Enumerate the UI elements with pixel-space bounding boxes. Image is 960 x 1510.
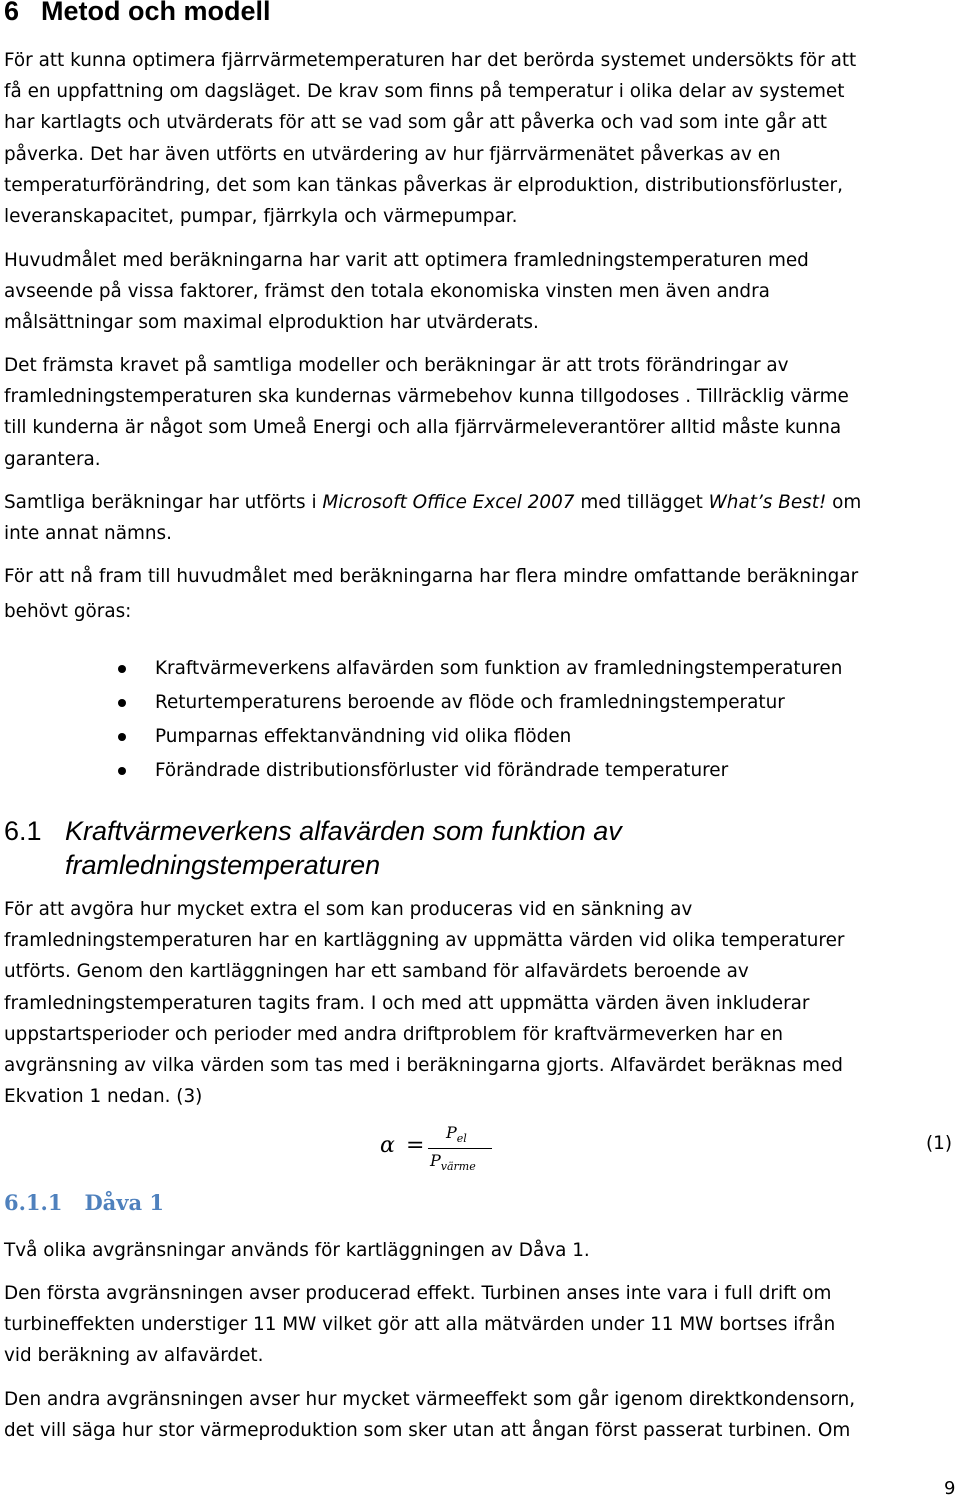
numerator-subscript: el <box>456 1132 467 1146</box>
numerator-base: P <box>446 1123 457 1142</box>
text-line: För att nå fram till huvudmålet med beräkningarna har flera mindre omfattande beräkningar <box>4 566 859 587</box>
addon-name: What’s Best! <box>708 492 827 513</box>
text-line: Ekvation 1 nedan. (3) <box>4 1086 203 1108</box>
demand-paragraph <box>4 350 960 475</box>
text-line: avseende på vissa faktorer, främst den totala ekonomiska vinsten men även andra <box>4 281 770 303</box>
equation-denominator <box>430 1151 476 1173</box>
text-line: temperaturförändring, det som kan tänkas påverkas är elproduktion, distributionsförluster, <box>4 174 843 196</box>
equation-numerator <box>446 1123 467 1145</box>
list-item <box>118 686 842 720</box>
equation-lhs: α <box>380 1133 395 1158</box>
text-line: leveranskapacitet, pumpar, fjärrkyla och värmepumpar. <box>4 206 518 228</box>
text-line: Den andra avgränsningen avser hur mycket värmeeffekt som går igenom direktkondensorn, <box>4 1389 856 1410</box>
denominator-base: P <box>430 1151 441 1170</box>
list-item <box>118 754 842 788</box>
chapter-title: Metod och modell <box>41 0 271 26</box>
text-line <box>4 487 960 518</box>
bullet-icon <box>118 767 126 775</box>
text-line: till kunderna är något som Umeå Energi och alla fjärrvärmeleverantörer alltid måste kunna <box>4 417 842 439</box>
dava-intro-paragraph <box>4 1235 960 1266</box>
equation-equals: = <box>406 1133 425 1158</box>
text-line: turbineffekten understiger 11 MW vilket gör att alla mätvärden under 11 MW bortses ifrån <box>4 1314 836 1336</box>
list-item-text: Returtemperaturens beroende av flöde och framledningstemperatur <box>155 692 785 713</box>
tools-text: om <box>826 492 862 513</box>
section-title-line: Kraftvärmeverkens alfavärden som funktion av <box>65 816 622 846</box>
text-line: För att kunna optimera fjärrvärmetemperaturen har det berörda systemet undersökts för att <box>4 50 857 71</box>
equation <box>380 1121 500 1173</box>
text-line: uppstartsperioder och perioder med andra driftproblem för kraftvärmeverken har en <box>4 1023 784 1045</box>
text-line: utförts. Genom den kartläggningen har ett samband för alfavärdets beroende av <box>4 961 749 983</box>
list-item-text: Pumparnas effektanvändning vid olika flöden <box>155 726 572 747</box>
text-line: Två olika avgränsningar används för kartläggningen av Dåva 1. <box>4 1240 590 1261</box>
subsection-heading <box>4 1190 164 1215</box>
section-title-line: framledningstemperaturen <box>65 850 381 880</box>
text-line: vid beräkning av alfavärdet. <box>4 1345 264 1367</box>
second-limit-paragraph <box>4 1384 960 1446</box>
text-line: inte annat nämns. <box>4 523 172 545</box>
text-line: För att avgöra hur mycket extra el som kan produceras vid en sänkning av <box>4 899 693 920</box>
chapter-heading <box>4 0 271 27</box>
software-name: Microsoft Office Excel 2007 <box>322 492 575 513</box>
page-number: 9 <box>944 1478 956 1499</box>
tools-text: med tillägget <box>574 492 709 513</box>
text-line: framledningstemperaturen tagits fram. I och med att uppmätta värden även inkluderar <box>4 992 810 1014</box>
list-item-text: Kraftvärmeverkens alfavärden som funktion av framledningstemperaturen <box>155 658 843 679</box>
bullet-icon <box>118 733 126 741</box>
text-line: målsättningar som maximal elproduktion har utvärderats. <box>4 312 539 334</box>
text-line: behövt göras: <box>4 601 132 623</box>
section-heading <box>4 814 622 882</box>
text-line: framledningstemperaturen ska kundernas värmebehov kunna tillgodoses . Tillräcklig värme <box>4 386 849 408</box>
goal-paragraph <box>4 245 960 339</box>
text-line: påverka. Det har även utförts en utvärdering av hur fjärrvärmenätet påverkas av en <box>4 143 781 165</box>
text-line: Den första avgränsningen avser producerad effekt. Turbinen anses inte vara i full drift om <box>4 1283 832 1304</box>
first-limit-paragraph <box>4 1278 960 1372</box>
bullet-icon <box>118 699 126 707</box>
list-item-text: Förändrade distributionsförluster vid förändrade temperaturer <box>155 760 729 781</box>
list-item <box>118 720 842 754</box>
chapter-number: 6 <box>4 0 20 26</box>
bullet-icon <box>118 665 126 673</box>
tools-paragraph <box>4 487 960 549</box>
subcalc-paragraph <box>4 561 960 627</box>
alpha-paragraph <box>4 894 960 1112</box>
denominator-subscript: värme <box>440 1160 476 1174</box>
calc-list <box>118 652 842 788</box>
text-line: det vill säga hur stor värmeproduktion som sker utan att ångan först passerat turbinen. Om <box>4 1420 851 1442</box>
equation-number: (1) <box>926 1133 953 1154</box>
subsection-number: 6.1.1 <box>4 1190 63 1215</box>
text-line: Huvudmålet med beräkningarna har varit att optimera framledningstemperaturen med <box>4 250 809 271</box>
text-line: har kartlagts och utvärderats för att se vad som går att påverka och vad som inte går att <box>4 112 827 134</box>
subsection-title: Dåva 1 <box>84 1190 165 1215</box>
fraction-bar <box>428 1148 492 1149</box>
text-line: Det främsta kravet på samtliga modeller och beräkningar är att trots förändringar av <box>4 355 789 376</box>
tools-text: Samtliga beräkningar har utförts i <box>4 492 323 513</box>
section-number: 6.1 <box>4 816 42 846</box>
text-line: få en uppfattning om dagsläget. De krav som finns på temperatur i olika delar av systemet <box>4 81 845 103</box>
list-item <box>118 652 842 686</box>
text-line: avgränsning av vilka värden som tas med i beräkningarna gjorts. Alfavärdet beräknas med <box>4 1055 843 1077</box>
text-line: framledningstemperaturen har en kartläggning av uppmätta värden vid olika temperaturer <box>4 930 845 952</box>
text-line: garantera. <box>4 448 101 470</box>
intro-paragraph <box>4 45 960 232</box>
